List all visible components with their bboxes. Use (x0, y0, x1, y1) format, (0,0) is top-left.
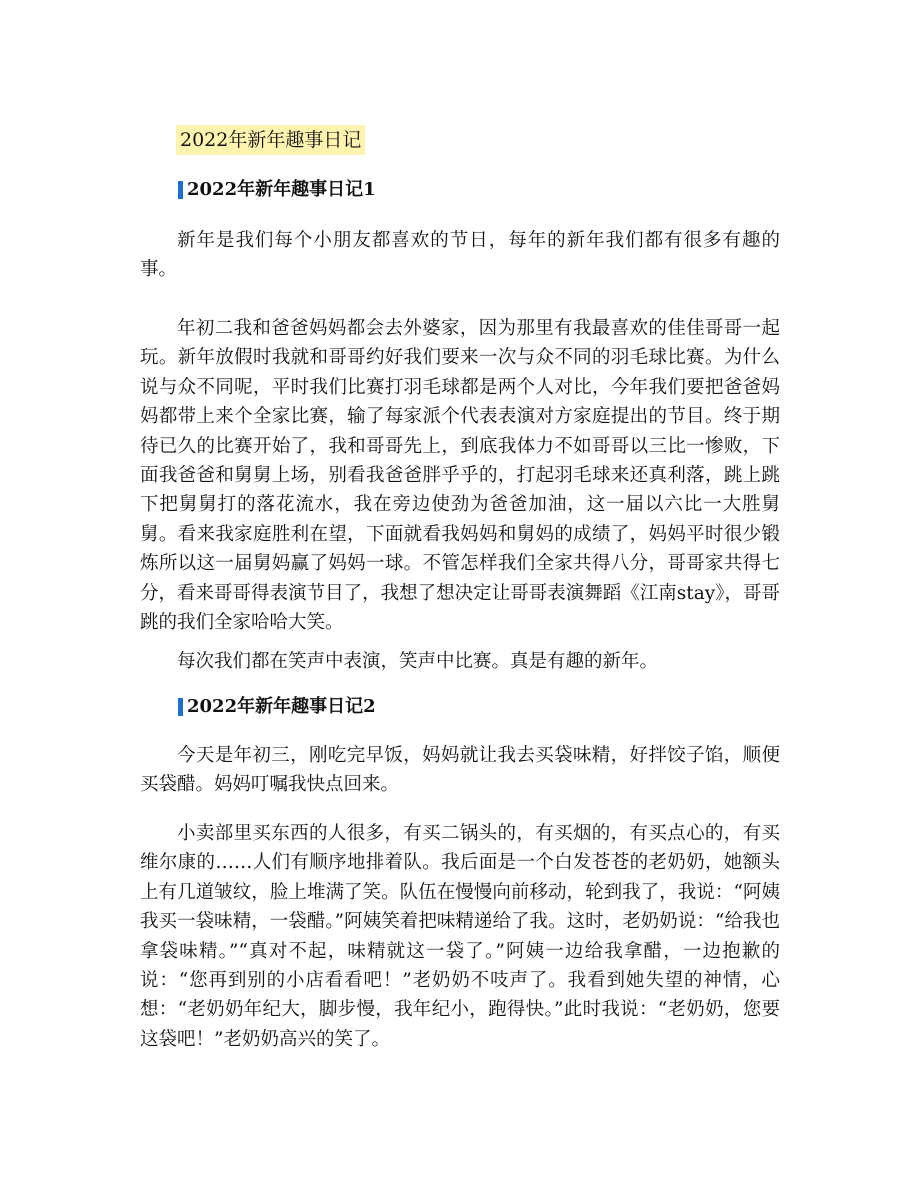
paragraph: 新年是我们每个小朋友都喜欢的节日，每年的新年我们都有很多有趣的事。 (140, 230, 780, 281)
heading-marker-icon (178, 698, 183, 716)
section-heading-2 (178, 694, 376, 720)
paragraph: 小卖部里买东西的人很多，有买二锅头的，有买烟的，有买点心的，有买维尔康的……人们有顺序地排着队。我后面是一个白发苍苍的老奶奶，她额头上有几道皱纹，脸上堆满了笑。队伍在慢慢向前移动，轮到我了，我说：“阿姨我买一袋味精，一袋醋。”阿姨笑着把味精递给了我。这时，老奶奶说：“给我也拿袋味精。”“真对不起，味精就这一袋了。”阿姨一边给我拿醋，一边抱歉的说：“您再到别的小店看看吧！”老奶奶不吱声了。我看到她失望的神情，心想：“老奶奶年纪大，脚步慢，我年纪小，跑得快。”此时我说：“老奶奶，您要这袋吧！”老奶奶高兴的笑了。 (140, 823, 780, 1050)
heading-marker-icon (178, 181, 183, 199)
paragraph: 年初二我和爸爸妈妈都会去外婆家，因为那里有我最喜欢的佳佳哥哥一起玩。新年放假时我就和哥哥约好我们要来一次与众不同的羽毛球比赛。为什么说与众不同呢，平时我们比赛打羽毛球都是两个人对比，今年我们要把爸爸妈妈都带上来个全家比赛，输了每家派个代表表演对方家庭提出的节目。终于期待已久的比赛开始了，我和哥哥先上，到底我体力不如哥哥以三比一惨败，下面我爸爸和舅舅上场，别看我爸爸胖乎乎的，打起羽毛球来还真利落，跳上跳下把舅舅打的落花流水，我在旁边使劲为爸爸加油，这一届以六比一大胜舅舅。看来我家庭胜利在望，下面就看我妈妈和舅妈的成绩了，妈妈平时很少锻炼所以这一届舅妈赢了妈妈一球。不管怎样我们全家共得八分，哥哥家共得七分，看来哥哥得表演节目了，我想了想决定让哥哥表演舞蹈《江南stay》，哥哥跳的我们全家哈哈大笑。 (140, 318, 780, 634)
paragraph: 每次我们都在笑声中表演，笑声中比赛。真是有趣的新年。 (177, 651, 659, 672)
section-heading-1 (178, 177, 376, 203)
section-heading-label: 2022年新年趣事日记2 (187, 696, 376, 717)
paragraph: 今天是年初三，刚吃完早饭，妈妈就让我去买袋味精，好拌饺子馅，顺便买袋醋。妈妈叮嘱我快点回来。 (140, 745, 780, 796)
document-title: 2022年新年趣事日记 (176, 125, 365, 155)
section-heading-label: 2022年新年趣事日记1 (187, 179, 376, 200)
